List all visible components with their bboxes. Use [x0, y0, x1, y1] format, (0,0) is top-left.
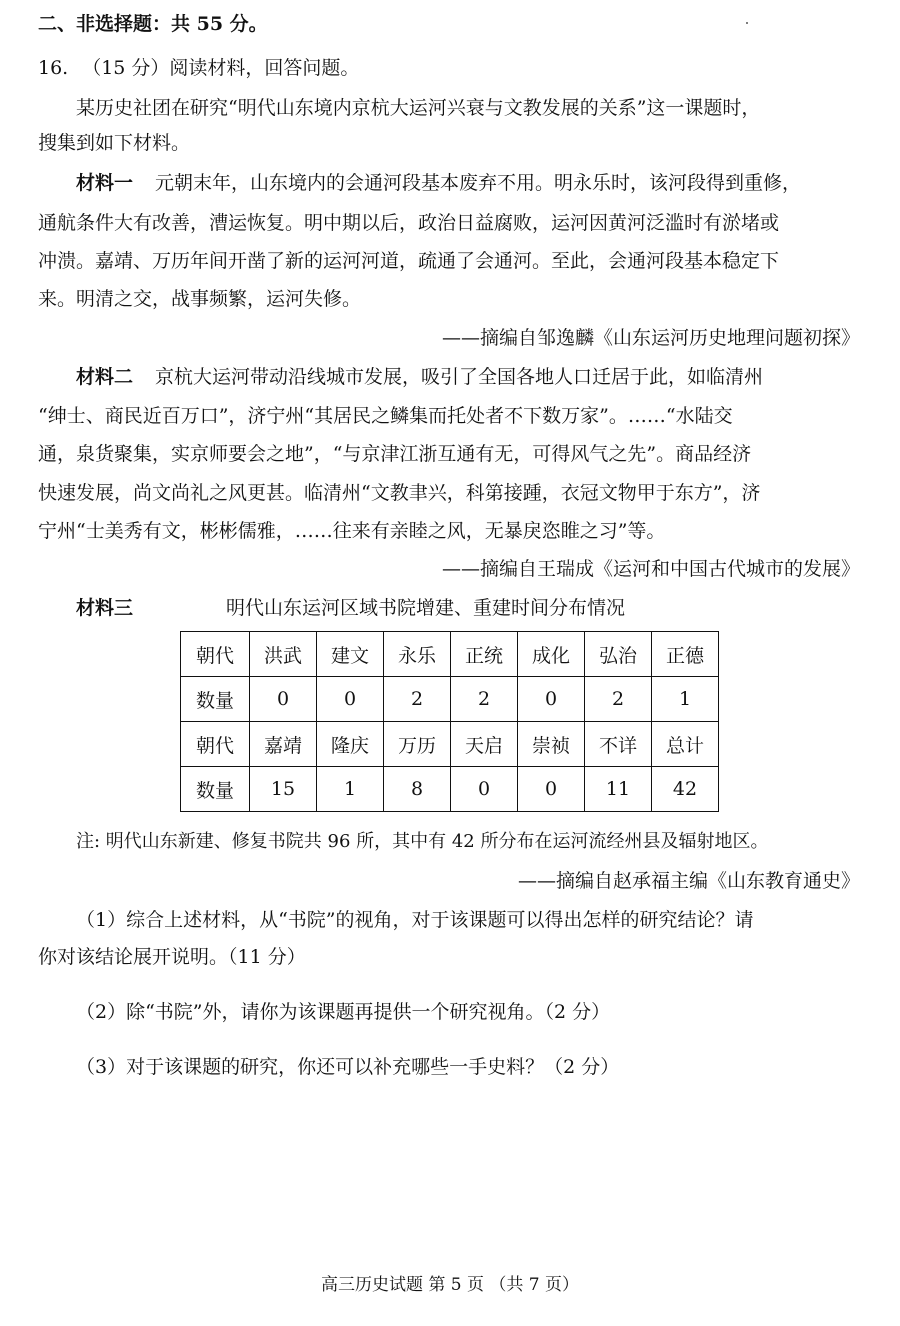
table-cell: 崇祯 [518, 722, 585, 767]
table-cell: 成化 [518, 632, 585, 677]
table-cell: 15 [250, 767, 317, 812]
section-title: 二、非选择题：共 55 分。 [38, 13, 268, 35]
table-cell: 永乐 [384, 632, 451, 677]
subquestion-3: （3）对于该课题的研究，你还可以补充哪些一手史料？（2 分） [76, 1056, 620, 1078]
question-number: 16. [38, 57, 69, 79]
table-cell: 弘治 [585, 632, 652, 677]
material2-text-1: 京杭大运河带动沿线城市发展，吸引了全国各地人口迁居于此，如临清州 [155, 366, 764, 388]
table-cell: 正德 [652, 632, 719, 677]
material3-note: 注: 明代山东新建、修复书院共 96 所，其中有 42 所分布在运河流经州县及辐射地区。 [76, 831, 769, 852]
table-cell: 不详 [585, 722, 652, 767]
subquestion-1-line-2: 你对该结论展开说明。（11 分） [38, 946, 306, 968]
material3-label: 材料三 [76, 597, 134, 619]
material2-label: 材料二 [76, 366, 134, 388]
table-cell: 天启 [451, 722, 518, 767]
table-cell: 隆庆 [317, 722, 384, 767]
material1-line-2: 通航条件大有改善，漕运恢复。明中期以后，政治日益腐败，运河因黄河泛滥时有淤堵或 [38, 212, 780, 234]
table-cell: 万历 [384, 722, 451, 767]
material1-text-1: 元朝末年，山东境内的会通河段基本废弃不用。明永乐时，该河段得到重修， [155, 172, 802, 194]
material2-line-4: 快速发展，尚文尚礼之风更甚。临清州“文教聿兴，科第接踵，衣冠文物甲于东方”，济 [38, 482, 761, 504]
material1-source: ——摘编自邹逸麟《山东运河历史地理问题初探》 [441, 327, 860, 349]
table-row-header: 数量 [181, 677, 250, 722]
material2-source: ——摘编自王瑞成《运河和中国古代城市的发展》 [441, 558, 860, 580]
scan-speck [746, 22, 748, 24]
subquestion-2: （2）除“书院”外，请你为该课题再提供一个研究视角。（2 分） [76, 1001, 611, 1023]
table-cell: 总计 [652, 722, 719, 767]
table-row [181, 677, 719, 722]
page-footer: 高三历史试题 第 5 页 （共 7 页） [320, 1275, 580, 1295]
academy-table [180, 631, 719, 812]
table-row [181, 767, 719, 812]
table-cell: 建文 [317, 632, 384, 677]
table-row [181, 722, 719, 767]
table-cell: 0 [518, 767, 585, 812]
table-cell: 0 [317, 677, 384, 722]
table-cell: 0 [250, 677, 317, 722]
material2-line-5: 宁州“士美秀有文，彬彬儒雅，……往来有亲睦之风，无暴戾恣睢之习”等。 [38, 520, 666, 542]
material3-title: 明代山东运河区域书院增建、重建时间分布情况 [226, 597, 626, 619]
material2-line-2: “绅士、商民近百万口”，济宁州“其居民之鳞集而托处者不下数万家”。……“水陆交 [38, 405, 733, 427]
material3-source: ——摘编自赵承福主编《山东教育通史》 [517, 870, 860, 892]
table-cell: 正统 [451, 632, 518, 677]
material1-line-1 [76, 171, 801, 195]
table-row-header: 朝代 [181, 722, 250, 767]
table-cell: 8 [384, 767, 451, 812]
context-line-2: 搜集到如下材料。 [38, 132, 191, 154]
table-cell: 嘉靖 [250, 722, 317, 767]
table-cell: 2 [585, 677, 652, 722]
context-line-1: 某历史社团在研究“明代山东境内京杭大运河兴衰与文教发展的关系”这一课题时， [76, 97, 761, 119]
table-cell: 0 [518, 677, 585, 722]
subquestion-1-line-1: （1）综合上述材料，从“书院”的视角，对于该课题可以得出怎样的研究结论？请 [76, 909, 754, 931]
table-row-header: 数量 [181, 767, 250, 812]
table-cell: 11 [585, 767, 652, 812]
table-cell: 42 [652, 767, 719, 812]
table-cell: 1 [317, 767, 384, 812]
table-cell: 洪武 [250, 632, 317, 677]
material2-line-3: 通，泉货聚集，实京师要会之地”，“与京津江浙互通有无，可得风气之先”。商品经济 [38, 443, 752, 465]
table-cell: 2 [384, 677, 451, 722]
question-header [38, 56, 359, 80]
table-cell: 0 [451, 767, 518, 812]
table-row-header: 朝代 [181, 632, 250, 677]
material1-label: 材料一 [76, 172, 134, 194]
table-cell: 1 [652, 677, 719, 722]
material1-line-3: 冲溃。嘉靖、万历年间开凿了新的运河河道，疏通了会通河。至此，会通河段基本稳定下 [38, 250, 780, 272]
material1-line-4: 来。明清之交，战事频繁，运河失修。 [38, 288, 362, 310]
table-row [181, 632, 719, 677]
question-intro: （15 分）阅读材料，回答问题。 [82, 57, 360, 79]
material2-line-1 [76, 365, 763, 389]
table-cell: 2 [451, 677, 518, 722]
